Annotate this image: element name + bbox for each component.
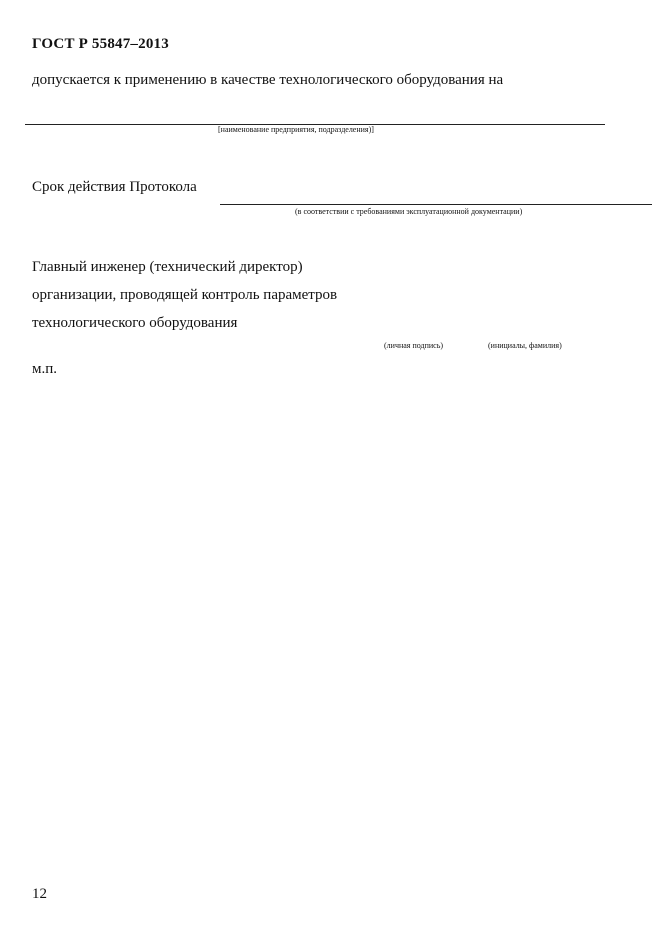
name-caption: (инициалы, фамилия) xyxy=(488,341,562,350)
signatory-title-line3: технологического оборудования xyxy=(32,315,238,331)
signatory-title-line1: Главный инженер (технический директор) xyxy=(32,259,303,275)
page-number: 12 xyxy=(32,886,47,902)
standard-code: ГОСТ Р 55847–2013 xyxy=(32,36,169,52)
validity-caption: (в соответствии с требованиями эксплуатационной документации) xyxy=(295,207,523,216)
signature-caption: (личная подпись) xyxy=(384,341,444,350)
signatory-title-line2: организации, проводящей контроль параметров xyxy=(32,287,338,303)
enterprise-name-caption: [наименование предприятия, подразделения)] xyxy=(218,125,374,134)
admission-text: допускается к применению в качестве технологического оборудования на xyxy=(32,72,504,88)
validity-label: Срок действия Протокола xyxy=(32,179,197,195)
stamp-label: м.п. xyxy=(32,361,58,377)
validity-line xyxy=(220,204,652,205)
